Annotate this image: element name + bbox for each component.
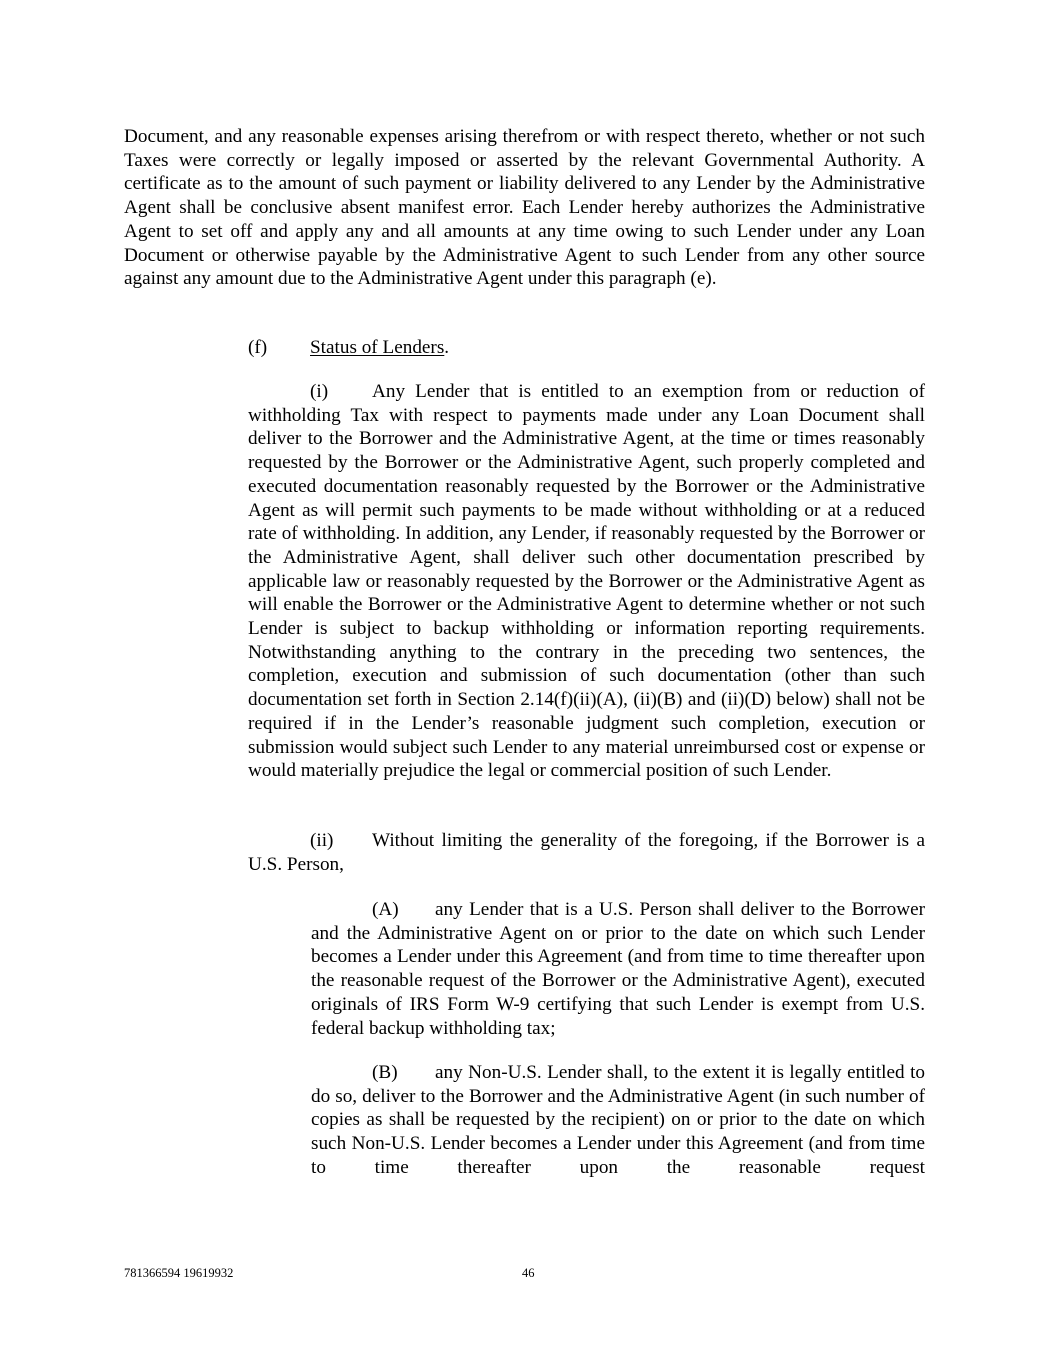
paragraph-a-label: (A) — [372, 899, 399, 920]
paragraph-ii-label: (ii) — [310, 830, 334, 851]
paragraph-ii-text: Without limiting the generality of the foregoing, if the Borrower is a U.S. Person, — [248, 830, 925, 875]
paragraph-i-text: Any Lender that is entitled to an exemption from or reduction of withholding Tax with respect to payments made under any Loan Document shall deliver to the Borrower and the Administrative Agent, at the time or times reasonably requested by the Borrower or the Administrative Agent, such properly completed and executed documentation reasonably requested by the Borrower or the Administrative Agent as will permit such payments to be made without withholding or at a reduced rate of withholding. In addition, any Lender, if reasonably requested by the Borrower or the Administrative Agent, shall deliver such other documentation prescribed by applicable law or reasonably requested by the Borrower or the Administrative Agent as will enable the Borrower or the Administrative Agent to determine whether or not such Lender is subject to backup withholding or information reporting requirements. Notwithstanding anything to the contrary in the preceding two sentences, the completion, execution and submission of such documentation (other than such documentation set forth in Section 2.14(f)(ii)(A), (ii)(B) and (ii)(D) below) shall not be required if in the Lender’s reasonable judgment such completion, execution or submission would subject such Lender to any material unreimbursed cost or expense or would materially prejudice the legal or commercial position of such Lender. — [248, 381, 925, 782]
footer-page-number: 46 — [522, 1266, 535, 1280]
paragraph-a — [311, 898, 925, 1040]
paragraph-ii — [248, 829, 925, 876]
footer-document-id: 781366594 19619932 — [124, 1266, 234, 1280]
paragraph-b — [311, 1061, 925, 1180]
section-f-title: Status of Lenders — [310, 337, 445, 358]
section-f-label: (f) — [248, 337, 268, 358]
paragraph-i-label: (i) — [310, 381, 329, 402]
paragraph-b-label: (B) — [372, 1062, 398, 1083]
section-f-period: . — [444, 337, 450, 358]
paragraph-i — [248, 380, 925, 783]
intro-text: Document, and any reasonable expenses arising therefrom or with respect thereto, whether or not such Taxes were correctly or legally imposed or asserted by the relevant Governmental Authority. A certificate as to the amount of such payment or liability delivered to any Lender by the Administrative Agent shall be conclusive absent manifest error. Each Lender hereby authorizes the Administrative Agent to set off and apply any and all amounts at any time owing to such Lender under any Loan Document or otherwise payable by the Administrative Agent to such Lender from any other source against any amount due to the Administrative Agent under this paragraph (e). — [124, 126, 925, 290]
intro-paragraph — [124, 125, 925, 291]
section-f-heading — [248, 336, 925, 360]
paragraph-a-text: any Lender that is a U.S. Person shall deliver to the Borrower and the Administrative Agent on or prior to the date on which such Lender becomes a Lender under this Agreement (and from time to time thereafter upon the reasonable request of the Borrower or the Administrative Agent), executed originals of IRS Form W-9 certifying that such Lender is exempt from U.S. federal backup withholding tax; — [311, 899, 925, 1039]
paragraph-b-text: any Non-U.S. Lender shall, to the extent it is legally entitled to do so, deliver to the Borrower and the Administrative Agent (in such number of copies as shall be requested by the recipient) on or prior to the date on which such Non-U.S. Lender becomes a Lender under this Agreement (and from time to time thereafter upon the reasonable request — [311, 1062, 925, 1178]
